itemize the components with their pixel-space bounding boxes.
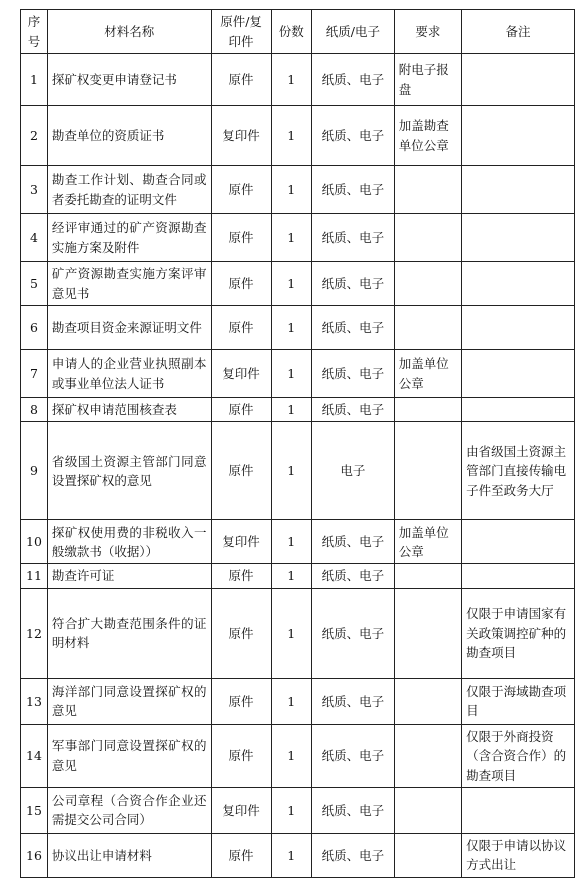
cell-requirement <box>394 398 461 422</box>
cell-form: 复印件 <box>211 350 271 398</box>
cell-note <box>462 54 575 106</box>
cell-name: 省级国土资源主管部门同意设置探矿权的意见 <box>47 422 211 520</box>
table-row <box>21 833 575 877</box>
cell-qty: 1 <box>271 214 311 262</box>
cell-form: 原件 <box>211 724 271 787</box>
cell-requirement <box>394 678 461 724</box>
cell-qty: 1 <box>271 422 311 520</box>
cell-type: 纸质、电子 <box>311 520 394 564</box>
cell-requirement <box>394 422 461 520</box>
cell-requirement <box>394 166 461 214</box>
cell-type: 纸质、电子 <box>311 678 394 724</box>
cell-form: 原件 <box>211 214 271 262</box>
cell-type: 纸质、电子 <box>311 833 394 877</box>
cell-note <box>462 166 575 214</box>
cell-type: 纸质、电子 <box>311 724 394 787</box>
table-row <box>21 678 575 724</box>
cell-note <box>462 520 575 564</box>
cell-name: 协议出让申请材料 <box>47 833 211 877</box>
cell-type: 电子 <box>311 422 394 520</box>
table-row <box>21 398 575 422</box>
cell-form: 原件 <box>211 262 271 306</box>
cell-no: 6 <box>21 306 48 350</box>
cell-form: 原件 <box>211 306 271 350</box>
cell-no: 14 <box>21 724 48 787</box>
cell-no: 12 <box>21 588 48 678</box>
cell-note <box>462 350 575 398</box>
cell-name: 矿产资源勘查实施方案评审意见书 <box>47 262 211 306</box>
cell-no: 2 <box>21 106 48 166</box>
table-row <box>21 166 575 214</box>
cell-no: 8 <box>21 398 48 422</box>
cell-type: 纸质、电子 <box>311 564 394 588</box>
cell-qty: 1 <box>271 106 311 166</box>
header-type: 纸质/电子 <box>311 10 394 54</box>
cell-requirement: 附电子报盘 <box>394 54 461 106</box>
cell-name: 符合扩大勘查范围条件的证明材料 <box>47 588 211 678</box>
table-row <box>21 724 575 787</box>
cell-note <box>462 262 575 306</box>
cell-form: 原件 <box>211 833 271 877</box>
cell-note: 仅限于海域勘查项目 <box>462 678 575 724</box>
cell-qty: 1 <box>271 787 311 833</box>
cell-no: 16 <box>21 833 48 877</box>
cell-form: 原件 <box>211 422 271 520</box>
cell-qty: 1 <box>271 724 311 787</box>
cell-note <box>462 564 575 588</box>
cell-qty: 1 <box>271 54 311 106</box>
cell-no: 10 <box>21 520 48 564</box>
cell-name: 探矿权使用费的非税收入一般缴款书（收据）） <box>47 520 211 564</box>
cell-note: 仅限于申请以协议方式出让 <box>462 833 575 877</box>
header-note: 备注 <box>462 10 575 54</box>
cell-type: 纸质、电子 <box>311 306 394 350</box>
cell-name: 勘查项目资金来源证明文件 <box>47 306 211 350</box>
cell-requirement: 加盖勘查单位公章 <box>394 106 461 166</box>
cell-qty: 1 <box>271 564 311 588</box>
cell-requirement <box>394 833 461 877</box>
cell-requirement <box>394 564 461 588</box>
header-qty: 份数 <box>271 10 311 54</box>
cell-type: 纸质、电子 <box>311 350 394 398</box>
cell-note <box>462 306 575 350</box>
table-row <box>21 787 575 833</box>
header-name: 材料名称 <box>47 10 211 54</box>
cell-no: 11 <box>21 564 48 588</box>
cell-type: 纸质、电子 <box>311 398 394 422</box>
cell-no: 7 <box>21 350 48 398</box>
cell-type: 纸质、电子 <box>311 54 394 106</box>
materials-table <box>20 9 575 878</box>
cell-no: 15 <box>21 787 48 833</box>
cell-type: 纸质、电子 <box>311 787 394 833</box>
cell-type: 纸质、电子 <box>311 588 394 678</box>
cell-no: 4 <box>21 214 48 262</box>
cell-no: 9 <box>21 422 48 520</box>
cell-form: 原件 <box>211 54 271 106</box>
cell-form: 复印件 <box>211 520 271 564</box>
header-row <box>21 10 575 54</box>
cell-requirement <box>394 787 461 833</box>
table-row <box>21 350 575 398</box>
cell-no: 13 <box>21 678 48 724</box>
cell-requirement: 加盖单位公章 <box>394 350 461 398</box>
cell-qty: 1 <box>271 678 311 724</box>
cell-note <box>462 106 575 166</box>
table-row <box>21 54 575 106</box>
cell-qty: 1 <box>271 262 311 306</box>
cell-requirement <box>394 724 461 787</box>
cell-note: 仅限于申请国家有关政策调控矿种的勘查项目 <box>462 588 575 678</box>
cell-qty: 1 <box>271 350 311 398</box>
cell-requirement <box>394 262 461 306</box>
cell-name: 勘查单位的资质证书 <box>47 106 211 166</box>
cell-form: 原件 <box>211 166 271 214</box>
cell-requirement <box>394 214 461 262</box>
cell-name: 探矿权申请范围核查表 <box>47 398 211 422</box>
cell-note: 由省级国土资源主管部门直接传输电子件至政务大厅 <box>462 422 575 520</box>
cell-name: 勘查许可证 <box>47 564 211 588</box>
cell-qty: 1 <box>271 166 311 214</box>
cell-name: 探矿权变更申请登记书 <box>47 54 211 106</box>
table-row <box>21 588 575 678</box>
header-req: 要求 <box>394 10 461 54</box>
cell-qty: 1 <box>271 588 311 678</box>
table-row <box>21 306 575 350</box>
table-row <box>21 262 575 306</box>
cell-type: 纸质、电子 <box>311 262 394 306</box>
cell-form: 原件 <box>211 564 271 588</box>
cell-no: 3 <box>21 166 48 214</box>
table-row <box>21 564 575 588</box>
header-no: 序号 <box>21 10 48 54</box>
cell-note <box>462 787 575 833</box>
cell-name: 军事部门同意设置探矿权的意见 <box>47 724 211 787</box>
cell-form: 复印件 <box>211 106 271 166</box>
cell-note <box>462 398 575 422</box>
cell-form: 原件 <box>211 678 271 724</box>
cell-requirement: 加盖单位公章 <box>394 520 461 564</box>
table-row <box>21 422 575 520</box>
cell-requirement <box>394 588 461 678</box>
cell-qty: 1 <box>271 833 311 877</box>
cell-name: 经评审通过的矿产资源勘查实施方案及附件 <box>47 214 211 262</box>
cell-form: 复印件 <box>211 787 271 833</box>
cell-name: 申请人的企业营业执照副本或事业单位法人证书 <box>47 350 211 398</box>
table-row <box>21 106 575 166</box>
cell-requirement <box>394 306 461 350</box>
cell-qty: 1 <box>271 398 311 422</box>
table-row <box>21 214 575 262</box>
table-row <box>21 520 575 564</box>
header-form: 原件/复印件 <box>211 10 271 54</box>
cell-type: 纸质、电子 <box>311 166 394 214</box>
cell-form: 原件 <box>211 398 271 422</box>
cell-qty: 1 <box>271 520 311 564</box>
cell-type: 纸质、电子 <box>311 214 394 262</box>
cell-qty: 1 <box>271 306 311 350</box>
table-body <box>21 54 575 878</box>
cell-name: 勘查工作计划、勘查合同或者委托勘查的证明文件 <box>47 166 211 214</box>
cell-name: 海洋部门同意设置探矿权的意见 <box>47 678 211 724</box>
cell-no: 5 <box>21 262 48 306</box>
cell-note: 仅限于外商投资（含合资合作）的勘查项目 <box>462 724 575 787</box>
cell-type: 纸质、电子 <box>311 106 394 166</box>
cell-no: 1 <box>21 54 48 106</box>
cell-form: 原件 <box>211 588 271 678</box>
cell-note <box>462 214 575 262</box>
cell-name: 公司章程（合资合作企业还需提交公司合同） <box>47 787 211 833</box>
